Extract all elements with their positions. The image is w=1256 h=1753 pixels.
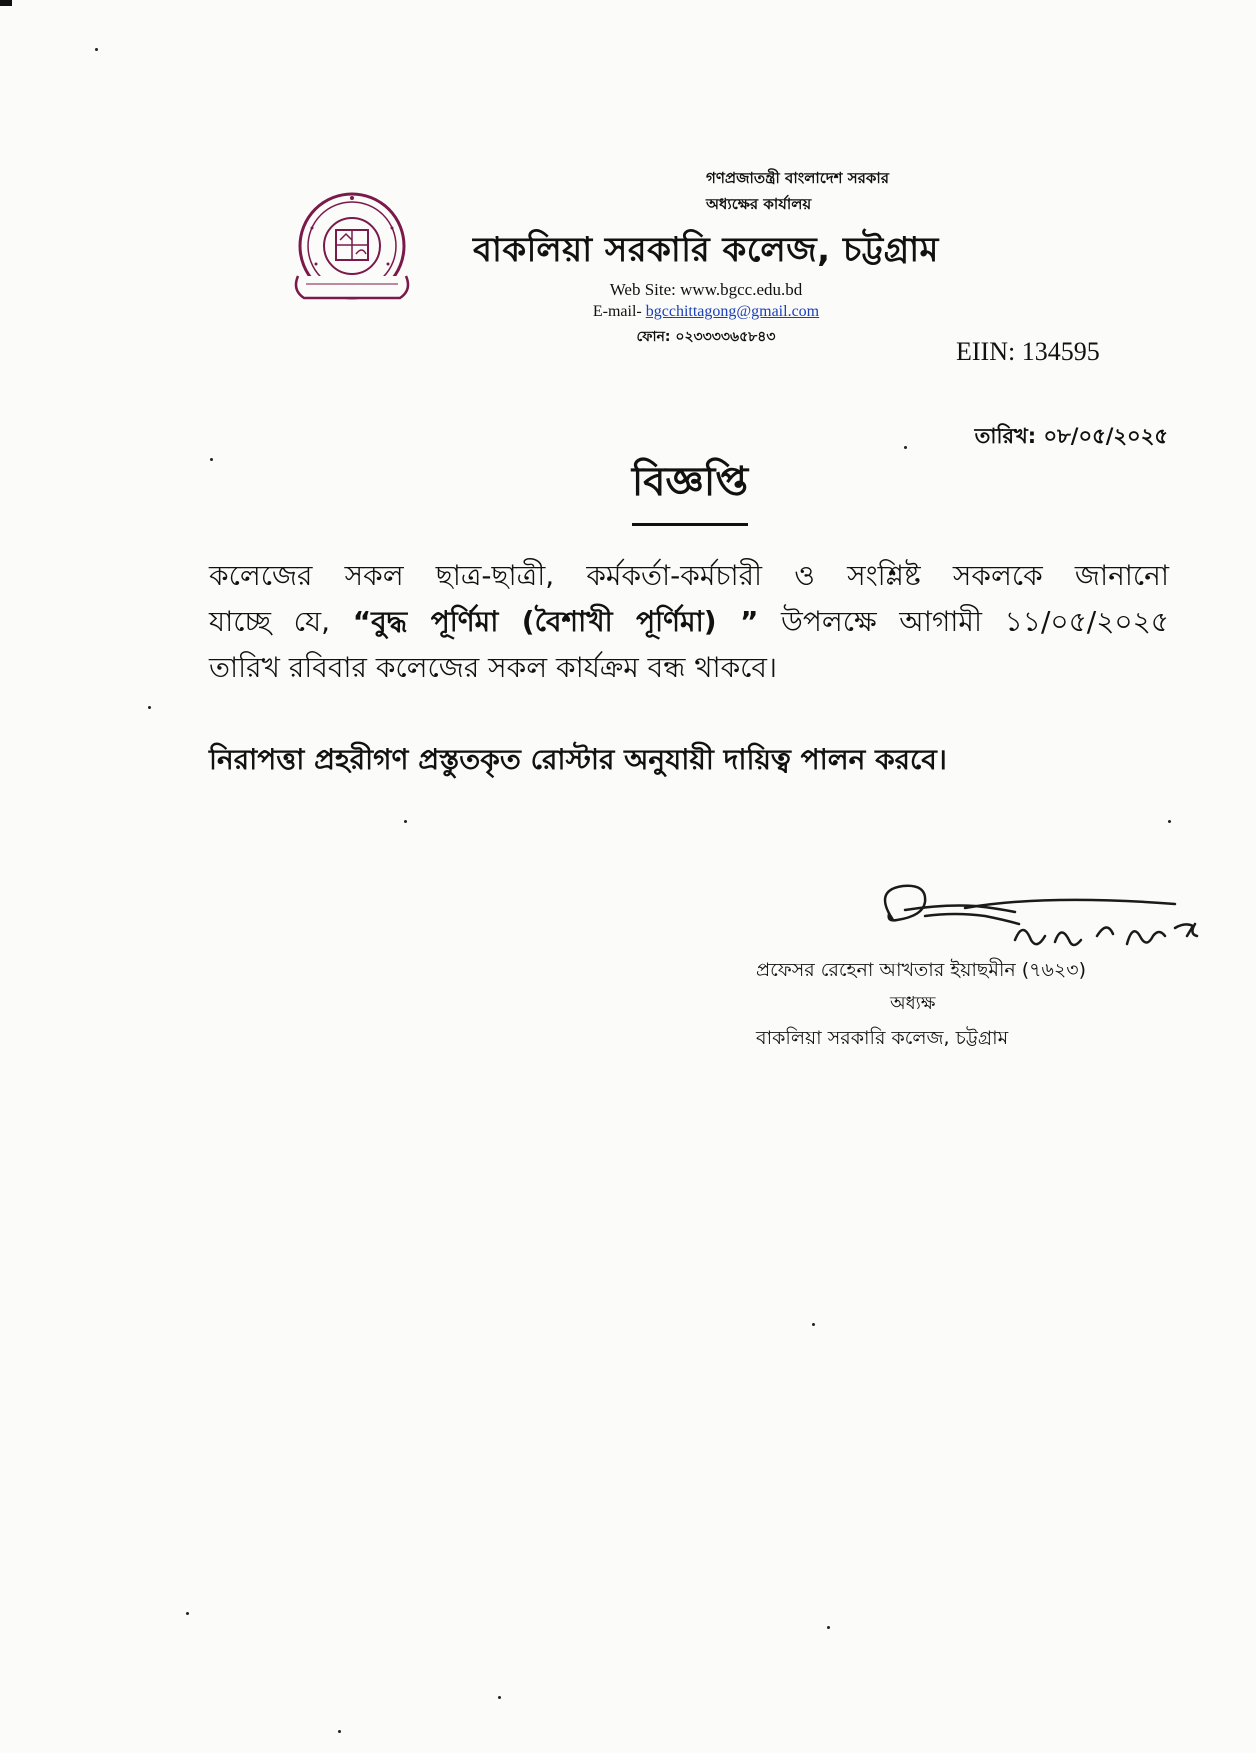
body-line-1: কলেজের সকল ছাত্র-ছাত্রী, কর্মকর্তা-কর্মচারী ও সংশ্লিষ্ট সকলকে জানানো — [209, 559, 1169, 592]
body-line-3: তারিখ রবিবার কলেজের সকল কার্যক্রম বন্ধ থাকবে। — [209, 651, 778, 684]
notice-body — [209, 553, 1169, 691]
notice-date: তারিখ: ০৮/০৫/২০২৫ — [974, 424, 1168, 448]
scan-speck — [148, 706, 151, 709]
scan-speck — [186, 1612, 189, 1615]
scan-speck — [95, 48, 98, 51]
body-line-2-start: যাচ্ছে যে, — [209, 605, 331, 638]
email-link[interactable]: bgcchittagong@gmail.com — [645, 303, 820, 320]
scan-speck — [904, 446, 907, 449]
body-line-2 — [209, 599, 1169, 645]
scan-speck — [404, 820, 407, 823]
signatory-institution: বাকলিয়া সরকারি কলেজ, চট্টগ্রাম — [756, 1027, 1009, 1049]
body-line-2-end: উপলক্ষে আগামী ১১/০৫/২০২৫ — [781, 605, 1169, 638]
college-name: বাকলিয়া সরকারি কলেজ, চট্টগ্রাম — [473, 230, 939, 270]
scan-mark — [0, 0, 12, 6]
scan-speck — [210, 458, 213, 461]
signatory-title: অধ্যক্ষ — [890, 993, 936, 1014]
phone-number: ফোন: ০২৩৩৩৩৬৫৮৪৩ — [636, 329, 776, 345]
notice-title-wrap — [628, 450, 752, 526]
website-line: Web Site: www.bgcc.edu.bd — [609, 280, 803, 299]
notice-title: বিজ্ঞপ্তি — [632, 450, 748, 526]
signatory-name: প্রফেসর রেহেনা আখতার ইয়াছমীন (৭৬২৩) — [756, 959, 1087, 981]
notice-page: গণপ্রজাতন্ত্রী বাংলাদেশ সরকার অধ্যক্ষের কার্যালয় বাকলিয়া সরকারি কলেজ, চট্টগ্রাম Web Site: www.bgcc.edu.bd E-mail- bgcchittagong@gmail.com ফোন: ০২৩৩৩৩৬৫৮৪৩ EIIN: 134595 তারিখ: ০৮/০৫/২০২৫ বিজ্ঞপ্তি কলেজের সকল ছাত্র-ছাত্রী, কর্মকর্তা-কর্মচারী ও সংশ্লিষ্ট সকলকে জানানো যাচ্ছে যে, “বুদ্ধ পূর্ণিমা (বৈশাখী পূর্ণিমা) ” উপলক্ষে আগামী ১১/০৫/২০২৫ তারিখ রবিবার কলেজের সকল কার্যক্রম বন্ধ থাকবে। নিরাপত্তা প্রহরীগণ প্রস্তুতকৃত রোস্টার অনুযায়ী দায়িত্ব পালন করবে। প্রফেসর রেহেনা আখতার ইয়াছমীন (৭৬২৩) অধ্যক্ষ বাকলিয়া সরকারি কলেজ, চট্টগ্রাম — [0, 0, 1256, 1753]
scan-speck — [338, 1730, 341, 1733]
security-note: নিরাপত্তা প্রহরীগণ প্রস্তুতকৃত রোস্টার অনুযায়ী দায়িত্ব পালন করবে। — [209, 743, 947, 776]
principal-signature — [865, 880, 1225, 960]
scan-speck — [827, 1626, 830, 1629]
festival-name: “বুদ্ধ পূর্ণিমা (বৈশাখী পূর্ণিমা) ” — [352, 605, 759, 638]
college-seal-logo — [292, 188, 412, 318]
scan-speck — [812, 1323, 815, 1326]
scan-speck — [1168, 820, 1171, 823]
email-line — [593, 303, 819, 321]
eiin-number: EIIN: 134595 — [956, 337, 1100, 366]
email-label: E-mail- — [592, 303, 642, 320]
scan-speck — [498, 1696, 501, 1699]
